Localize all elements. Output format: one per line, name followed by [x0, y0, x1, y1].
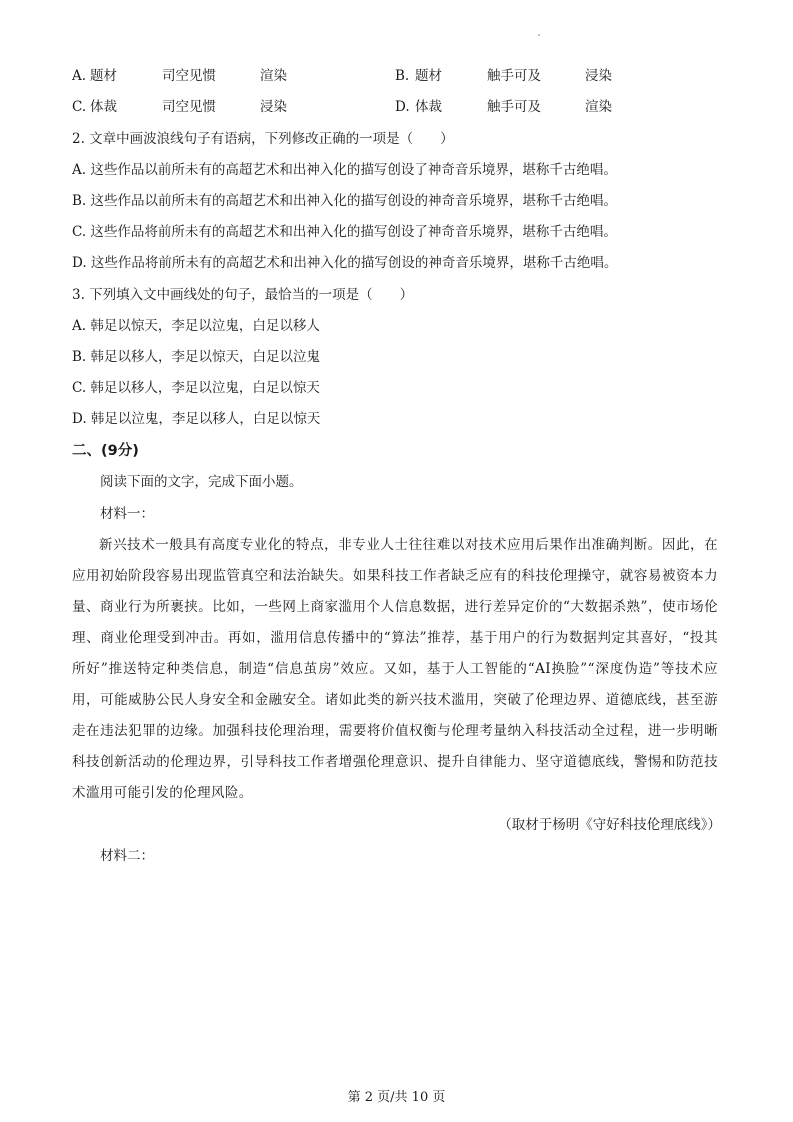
q1-option-a-word3: 渲染	[260, 68, 287, 84]
q1-option-b-word2: 触手可及	[487, 68, 541, 84]
q2-question: 2. 文章中画波浪线句子有语病，下列修改正确的一项是（ ）	[72, 131, 454, 147]
material-1-label: 材料一：	[100, 506, 154, 522]
q1-option-c-word2: 司空见惯	[162, 99, 216, 115]
material-2-label: 材料二：	[100, 848, 154, 864]
q1-option-c-letter: C.	[72, 99, 87, 115]
q1-option-b-word1: 题材	[415, 68, 442, 84]
q1-option-b-word3: 浸染	[585, 68, 612, 84]
section-2-title: 二、(9分)	[72, 443, 139, 459]
q1-option-row-cd	[72, 97, 732, 117]
section-2-instruction: 阅读下面的文字，完成下面小题。	[100, 474, 303, 490]
q1-option-d-word1: 体裁	[415, 99, 442, 115]
q1-option-d-word3: 渲染	[585, 99, 612, 115]
q1-option-d-letter: D.	[395, 99, 410, 115]
q1-option-row-ab	[72, 66, 732, 86]
scan-dot	[538, 34, 540, 36]
page-footer: 第 2 页/共 10 页	[347, 1090, 446, 1105]
q1-option-d-word2: 触手可及	[487, 99, 541, 115]
q2-option-b: B. 这些作品以前所未有的高超艺术和出神入化的描写创设的神奇音乐境界，堪称千古绝唱。	[72, 193, 618, 209]
q1-option-a-letter: A.	[72, 68, 87, 84]
q1-option-c-word3: 浸染	[260, 99, 287, 115]
material-1-source: （取材于杨明《守好科技伦理底线》）	[498, 817, 721, 833]
q2-option-c: C. 这些作品将前所未有的高超艺术和出神入化的描写创设了神奇音乐境界，堪称千古绝唱。	[72, 224, 617, 240]
q3-option-d: D. 韩足以泣鬼，李足以移人，白足以惊天	[72, 411, 321, 427]
q1-option-a-word2: 司空见惯	[162, 68, 216, 84]
q1-option-b-letter: B.	[395, 68, 410, 84]
q2-option-a: A. 这些作品以前所未有的高超艺术和出神入化的描写创设了神奇音乐境界，堪称千古绝唱。	[72, 162, 617, 178]
q1-option-c-word1: 体裁	[90, 99, 117, 115]
q1-option-a-word1: 题材	[90, 68, 117, 84]
q2-option-d: D. 这些作品将前所未有的高超艺术和出神入化的描写创设的神奇音乐境界，堪称千古绝唱。	[72, 255, 618, 271]
q3-option-a: A. 韩足以惊天，李足以泣鬼，白足以移人	[72, 318, 320, 334]
q3-question: 3. 下列填入文中画线处的句子，最恰当的一项是（ ）	[72, 287, 414, 303]
q3-option-b: B. 韩足以移人，李足以惊天，白足以泣鬼	[72, 349, 321, 365]
material-1-paragraph: 新兴技术一般具有高度专业化的特点，非专业人士往往难以对技术应用后果作出准确判断。因此，在应用初始阶段容易出现监管真空和法治缺失。如果科技工作者缺乏应有的科技伦理操守，就容易被资本力量、商业行为所裹挟。比如，一些网上商家滥用个人信息数据，进行差异定价的“大数据杀熟”，使市场伦理、商业伦理受到冲击。再如，滥用信息传播中的“算法”推荐，基于用户的行为数据判定其喜好，“投其所好”推送特定种类信息，制造“信息茧房”效应。又如，基于人工智能的“AI换脸”“深度伪造”等技术应用，可能威胁公民人身安全和金融安全。诸如此类的新兴技术滥用，突破了伦理边界、道德底线，甚至游走在违法犯罪的边缘。加强科技伦理治理，需要将价值权衡与伦理考量纳入科技活动全过程，进一步明晰科技创新活动的伦理边界，引导科技工作者增强伦理意识、提升自律能力、坚守道德底线，警惕和防范技术滥用可能引发的伦理风险。	[72, 537, 718, 801]
q3-option-c: C. 韩足以移人，李足以泣鬼，白足以惊天	[72, 380, 320, 396]
